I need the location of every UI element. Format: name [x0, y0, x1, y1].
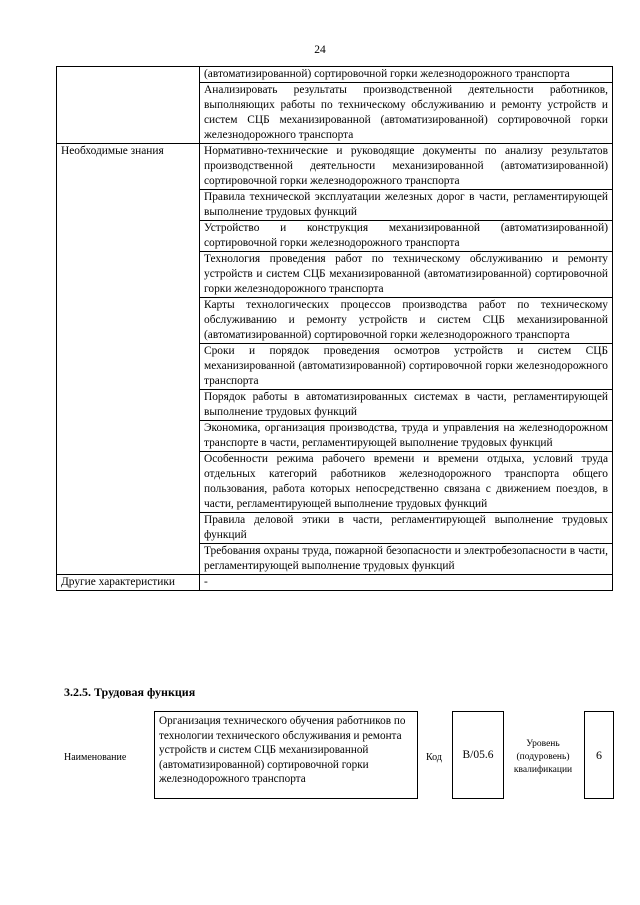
row-text: Анализировать результаты производственной деятельности работников, выполняющих работы по техническому обслуживанию и ремонту устройств и систем СЦБ механизированной (автоматизированной) сортировочной горки железнодорожного транспорта	[200, 83, 613, 144]
row-text: Порядок работы в автоматизированных системах в части, регламентирующей выполнение трудовых функций	[200, 390, 613, 421]
table-row	[57, 67, 613, 83]
row-text: -	[200, 575, 613, 591]
row-text: Правила технической эксплуатации железных дорог в части, регламентирующей выполнение трудовых функций	[200, 190, 613, 221]
row-text: Технология проведения работ по техническому обслуживанию и ремонту устройств и систем СЦБ механизированной (автоматизированной) сортировочной горки железнодорожного транспорта	[200, 252, 613, 298]
row-text: Требования охраны труда, пожарной безопасности и электробезопасности в части, регламентирующей выполнение трудовых функций	[200, 544, 613, 575]
row-label	[57, 67, 200, 144]
function-name-label: Наименование	[64, 752, 127, 763]
qualification-level-label: Уровень (подуровень) квалификации	[513, 739, 573, 775]
function-code-label: Код	[426, 752, 442, 763]
row-text: Нормативно-технические и руководящие документы по анализу результатов производственной деятельности механизированной (автоматизированной) сортировочной горки железнодорожного транспорта	[200, 144, 613, 190]
row-text: Устройство и конструкция механизированной (автоматизированной) сортировочной горки железнодорожного транспорта	[200, 221, 613, 252]
row-text: Сроки и порядок проведения осмотров устройств и систем СЦБ механизированной (автоматизированной) сортировочной горки железнодорожного транспорта	[200, 344, 613, 390]
knowledge-table	[56, 66, 613, 591]
row-text: Экономика, организация производства, труда и управления на железнодорожном транспорте в части, регламентирующей выполнение трудовых функций	[200, 421, 613, 452]
section-heading: 3.2.5. Трудовая функция	[64, 685, 196, 699]
function-code-value: B/05.6	[452, 711, 504, 799]
table-row	[57, 575, 613, 591]
row-label-other-characteristics: Другие характеристики	[57, 575, 200, 591]
qualification-level-value: 6	[584, 711, 614, 799]
page-number: 24	[314, 44, 326, 56]
row-text: Правила деловой этики в части, регламентирующей выполнение трудовых функций	[200, 513, 613, 544]
row-text: (автоматизированной) сортировочной горки железнодорожного транспорта	[200, 67, 613, 83]
table-row	[57, 144, 613, 190]
row-label-required-knowledge: Необходимые знания	[57, 144, 200, 575]
row-text: Особенности режима рабочего времени и времени отдыха, условий труда отдельных категорий работников железнодорожного транспорта общего пользования, работа которых непосредственно связана с движением поездов, в части, регламентирующей выполнение трудовых функций	[200, 452, 613, 513]
function-name-value: Организация технического обучения работников по технологии технического обслуживания и ремонта устройств и систем СЦБ механизированной (автоматизированной) сортировочной горки железнодорожного транспорта	[154, 711, 418, 799]
row-text: Карты технологических процессов производства работ по техническому обслуживанию и ремонту устройств и систем СЦБ механизированной (автоматизированной) сортировочной горки железнодорожного транспорта	[200, 298, 613, 344]
